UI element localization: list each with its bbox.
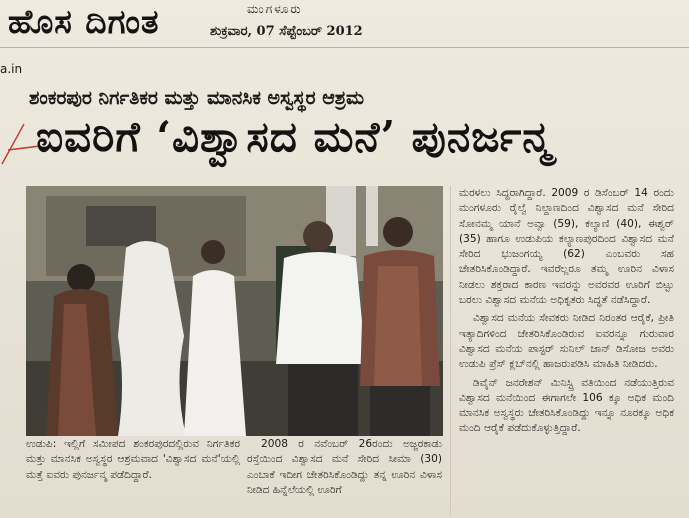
masthead-divider [0,47,689,48]
article-column-right [459,186,674,437]
cut-off-url-fragment: a.in [0,62,23,76]
dateline-city: ಮಂಗಳೂರು [247,2,303,16]
article-column-bottom-mid [247,437,442,498]
newspaper-logo: ಹೊಸ ದಿಗಂತ [8,2,160,41]
paragraph: ಡಿವೈನ್ ಜನರೇಶನ್ ಮಿನಿಸ್ಟ್ರಿ ವತಿಯಿಂದ ನಡೆಯುತ್ತಿರುವ ವಿಶ್ವಾಸದ ಮನೆಯಿಂದ ಈಗಾಗಲೇ 106 ಕ್ಕೂ ಅಧಿಕ ಮಂದಿ ಮಾನಸಿಕ ಅಸ್ವಸ್ಥರು ಚೇತರಿಸಿಕೊಂಡಿದ್ದು ಇನ್ನೂ ನೂರಕ್ಕೂ ಅಧಿಕ ಮಂದಿ ಆರೈಕೆ ಪಡೆದುಕೊಳ್ಳುತ್ತಿದ್ದಾರೆ. [459,376,674,435]
article-headline: ಐವರಿಗೆ ‘ವಿಶ್ವಾಸದ ಮನೆ’ ಪುನರ್ಜನ್ಮ [36,112,553,161]
article-column-bottom-left [26,437,240,483]
masthead [0,0,689,48]
paragraph: 2008 ರ ನವೆಂಬರ್ 26ರಂದು ಅಜ್ಜರಕಾಡು ರಸ್ತೆಯಿಂದ ವಿಶ್ವಾಸದ ಮನೆ ಸೇರಿದ ಸೀಮಾ (30) ಎಂಬಾಕೆ ಇದೀಗ ಚೇತರಿಸಿಕೊಂಡಿದ್ದು ತನ್ನ ಊರಿನ ವಿಳಾಸ ನೀಡಿದ ಹಿನ್ನೆಲೆಯಲ್ಲಿ ಊರಿಗೆ [247,438,442,496]
article-photo [26,186,443,436]
dateline-date: ಶುಕ್ರವಾರ, 07 ಸೆಪ್ಟೆಂಬರ್ 2012 [210,24,363,39]
article-kicker: ಶಂಕರಪುರ ನಿರ್ಗತಿಕರ ಮತ್ತು ಮಾನಸಿಕ ಅಸ್ವಸ್ಥರ ಆಶ್ರಮ [29,87,365,109]
paragraph: ಮರಳಲು ಸಿದ್ಧರಾಗಿದ್ದಾರೆ. 2009 ರ ಡಿಸೆಂಬರ್ 14 ರಂದು ಮಂಗಳೂರು ರೈಲ್ವೆ ನಿಲ್ದಾಣದಿಂದ ವಿಶ್ವಾಸದ ಮನೆ ಸೇರಿದ ಸೋನಮ್ಮ ಯಾನೆ ಅವ್ವಾ (59), ಕಲ್ಯಾಣಿ (40), ಈಶ್ವರ್ (35) ಹಾಗೂ ಉಡುಪಿಯ ಕಲ್ಯಾಣಪುರದಿಂದ ವಿಶ್ವಾಸದ ಮನೆ ಸೇರಿದ ಭುಜಂಗಯ್ಯ (62) ಎಂಬವರು ಸಹ ಚೇತರಿಸಿಕೊಂಡಿದ್ದಾರೆ. ಇವರೆಲ್ಲರೂ ತಮ್ಮ ಊರಿನ ವಿಳಾಸ ನೀಡಲು ಶಕ್ತರಾದ ಕಾರಣ ಇವರನ್ನು ಅವರವರ ಊರಿಗೆ ಬಿಟ್ಟು ಬರಲು ವಿಶ್ವಾಸದ ಮನೆಯ ಅಧಿಕೃತರು ಸಿದ್ಧತೆ ನಡೆಸಿದ್ದಾರೆ. [459,187,674,307]
paragraph: ಉಡುಪಿ: ಇಲ್ಲಿಗೆ ಸಮೀಪದ ಶಂಕರಪುರದಲ್ಲಿರುವ ನಿರ್ಗತಿಕರ ಮತ್ತು ಮಾನಸಿಕ ಅಸ್ವಸ್ಥರ ಆಶ್ರಮವಾದ 'ವಿಶ್ವಾಸದ ಮನೆ'ಯಲ್ಲಿ ಮತ್ತೆ ಐವರು ಪುನರ್ಜನ್ಮ ಪಡೆದಿದ್ದಾರೆ. [26,438,240,481]
column-rule [450,186,451,516]
paragraph: ವಿಶ್ವಾಸದ ಮನೆಯ ಸೇವಕರು ನೀಡಿದ ನಿರಂತರ ಆರೈಕೆ, ಪ್ರೀತಿ ಇತ್ಯಾದಿಗಳಿಂದ ಚೇತರಿಸಿಕೊಂಡಿರುವ ಐವರನ್ನೂ ಗುರುವಾರ ವಿಶ್ವಾಸದ ಮನೆಯ ಪಾಸ್ಟರ್ ಸುನಿಲ್ ಜಾನ್ ಡಿಸೋಜ ಅವರು ಉಡುಪಿ ಪ್ರೆಸ್ ಕ್ಲಬ್‌ನಲ್ಲಿ ಹಾಜರುಪಡಿಸಿ ಮಾಹಿತಿ ನೀಡಿದರು. [459,312,674,371]
